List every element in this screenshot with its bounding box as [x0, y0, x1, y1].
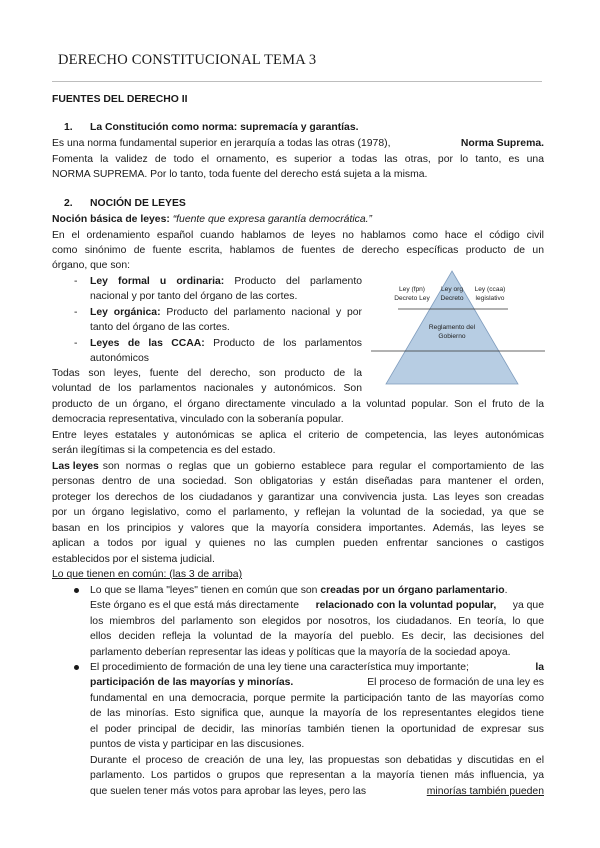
b2-line-1: [90, 660, 544, 675]
b1-line: los miembros del parlamento son elegidos por nosotros, los ciudadanos. En teoría, lo que: [90, 616, 544, 627]
bullet-dot: [74, 588, 79, 593]
list-dash: -: [74, 307, 78, 318]
s2-heading: NOCIÓN DE LEYES: [90, 198, 186, 209]
b1-line-2: [90, 598, 544, 613]
b2-underlined: minorías también pueden: [426, 786, 544, 797]
s1-number: 1.: [64, 122, 73, 133]
p3-line: serán ilegítimas si la competencia es del estado.: [52, 445, 276, 456]
p4-line: establecidos por el sistema judicial.: [52, 554, 215, 565]
p4-line: personas dentro de una sociedad. Son obligatorias y están diseñadas para mantener el orden,: [52, 476, 544, 487]
law-type-1-desc-2: nacional y por tanto del órgano de las cortes.: [90, 291, 298, 302]
b2-line-2: [90, 675, 544, 690]
law-type-1-desc: Producto del parlamento: [234, 276, 363, 287]
pyramid-label: Reglamento del: [428, 324, 476, 331]
b2-text: El proceso de formación de una ley es: [367, 677, 544, 688]
p2-line: Todas son leyes, fuente del derecho, son producto de la: [52, 368, 362, 379]
law-type-2-desc: Producto del parlamento nacional y por: [166, 307, 363, 318]
b1-line: parlamento deberían representar las ideas y políticas que la mayoría de la sociedad apoya.: [90, 647, 511, 658]
p1-line: como sinónimo de fuente escrita, hablamos de fuentes de derecho específicas producto de un: [52, 245, 544, 256]
s1-heading: La Constitución como norma: supremacía y garantías.: [90, 122, 359, 133]
p4-line: por un órgano legislativo, como el parlamento, y reflejan la voluntad de la sociedad, ya que se: [52, 507, 544, 518]
b2-text: El procedimiento de formación de una ley tiene una característica muy importante;: [90, 662, 469, 673]
pyramid-label: Ley (fpn): [398, 286, 426, 293]
pyramid-label: Ley (ccaa): [474, 286, 506, 293]
common-heading: Lo que tienen en común: (las 3 de arriba): [52, 569, 243, 580]
law-type-1-name: Ley formal u ordinaria:: [90, 276, 225, 287]
b1-text: Lo que se llama "leyes" tienen en común que son: [90, 585, 318, 596]
p2-line: democracia representativa, vinculado con la soberanía popular.: [52, 414, 344, 425]
section-heading: FUENTES DEL DERECHO II: [52, 94, 188, 105]
pyramid-label: Decreto: [440, 295, 464, 302]
law-type-3: [90, 336, 362, 351]
pyramid-label: Decreto Ley: [394, 295, 430, 302]
s1-line-1: [52, 136, 544, 151]
b1-text: ya que: [512, 600, 544, 611]
s1-line-1-bold: Norma Suprema.: [460, 138, 544, 149]
list-dash: -: [74, 276, 78, 287]
b2-last-line: [90, 784, 544, 799]
b2-line: el poder principal de decidir, las minorías también tienen la oportunidad de expresar sus: [90, 724, 544, 735]
p4-bold: Las leyes: [52, 461, 99, 472]
b2-line: fundamental en una democracia, porque permite la participación tanto de las mayorías como: [90, 693, 544, 704]
p1-line: En el ordenamiento español cuando hablamos de leyes no hablamos como hace el código civil: [52, 230, 544, 241]
b1-period: .: [504, 585, 508, 596]
list-dash: -: [74, 338, 78, 349]
notion-label: Noción básica de leyes:: [52, 214, 170, 225]
b2-bold: participación de las mayorías y minorías.: [90, 677, 294, 688]
p2-line: voluntad de los parlamentos nacionales y autonómicos. Son: [52, 383, 362, 394]
p4-line: basan en los principios y valores que la mayoría considera importantes. Además, las leyes se: [52, 523, 544, 534]
s1-line-2: Fomenta la validez de todo el ornamento, es superior a todas las otras, por lo tanto, es una: [52, 154, 544, 165]
notion-line: [52, 212, 372, 227]
law-type-3-desc-2: autonómicos: [90, 353, 149, 364]
law-type-1: [90, 274, 362, 289]
b1-text: Este órgano es el que está más directamente: [90, 600, 300, 611]
p2-line: producto de un órgano, el órgano directamente vinculado a la voluntad popular. Son el fruto de la: [52, 399, 544, 410]
pyramid-label: Ley org: [441, 286, 463, 293]
bullet-dot: [74, 665, 79, 670]
notion-quote: “fuente que expresa garantía democrática.”: [172, 214, 372, 225]
b2-line: Durante el proceso de creación de una ley, las propuestas son debatidas y discutidas en el: [90, 755, 544, 766]
p3-line: Entre leyes estatales y autonómicas se aplica el criterio de competencia, las leyes autonómicas: [52, 430, 544, 441]
title-divider: [52, 81, 542, 82]
p4-line-1-text: son normas o reglas que un gobierno establece para regular el comportamiento de las: [102, 461, 544, 472]
p4-line: proteger los derechos de los ciudadanos y garantizar una convivencia justa. Las leyes son creadas: [52, 492, 544, 503]
p1-line: órgano, que son:: [52, 260, 130, 271]
p4-line-1: [52, 459, 544, 474]
law-type-3-desc: Producto de los parlamentos: [213, 338, 363, 349]
law-type-2: [90, 305, 362, 320]
p4-line: aplican a todos por igual y quienes no las cumplen pueden enfrentar sanciones o castigos: [52, 538, 544, 549]
law-hierarchy-pyramid: [368, 266, 548, 390]
pyramid-label: legislativo: [475, 295, 505, 302]
b2-line: puntos de vista y participar en las discusiones.: [90, 739, 305, 750]
document-title: DERECHO CONSTITUCIONAL TEMA 3: [58, 52, 317, 68]
s1-line-1-text: Es una norma fundamental superior en jerarquía a todas las otras (1978),: [52, 138, 391, 149]
law-type-3-name: Leyes de las CCAA:: [90, 338, 205, 349]
b2-bold: la: [535, 662, 544, 673]
b1-bold: creadas por un órgano parlamentario: [320, 585, 505, 596]
b1-bold: relacionado con la voluntad popular,: [315, 600, 497, 611]
b2-line: parlamento. Los partidos o grupos que representan a la mayoría tienen más influencia, ya: [90, 770, 544, 781]
law-type-2-desc-2: tanto del órgano de las cortes.: [90, 322, 230, 333]
b1-line: ellos deciden refleja la voluntad de la mayoría del pueblo. Es decir, las decisiones del: [90, 631, 544, 642]
law-type-2-name: Ley orgánica:: [90, 307, 161, 318]
s2-number: 2.: [64, 198, 73, 209]
s1-line-3: NORMA SUPREMA. Por lo tanto, toda fuente del derecho está sujeta a la misma.: [52, 169, 428, 180]
b2-text: que suelen tener más votos para aprobar las leyes, pero las: [90, 786, 367, 797]
pyramid-label: Gobierno: [438, 333, 466, 340]
b2-line: de las minorías. Esto significa que, aunque la mayoría de los representantes elegidos tiene: [90, 708, 544, 719]
b1-line-1: [90, 583, 544, 598]
